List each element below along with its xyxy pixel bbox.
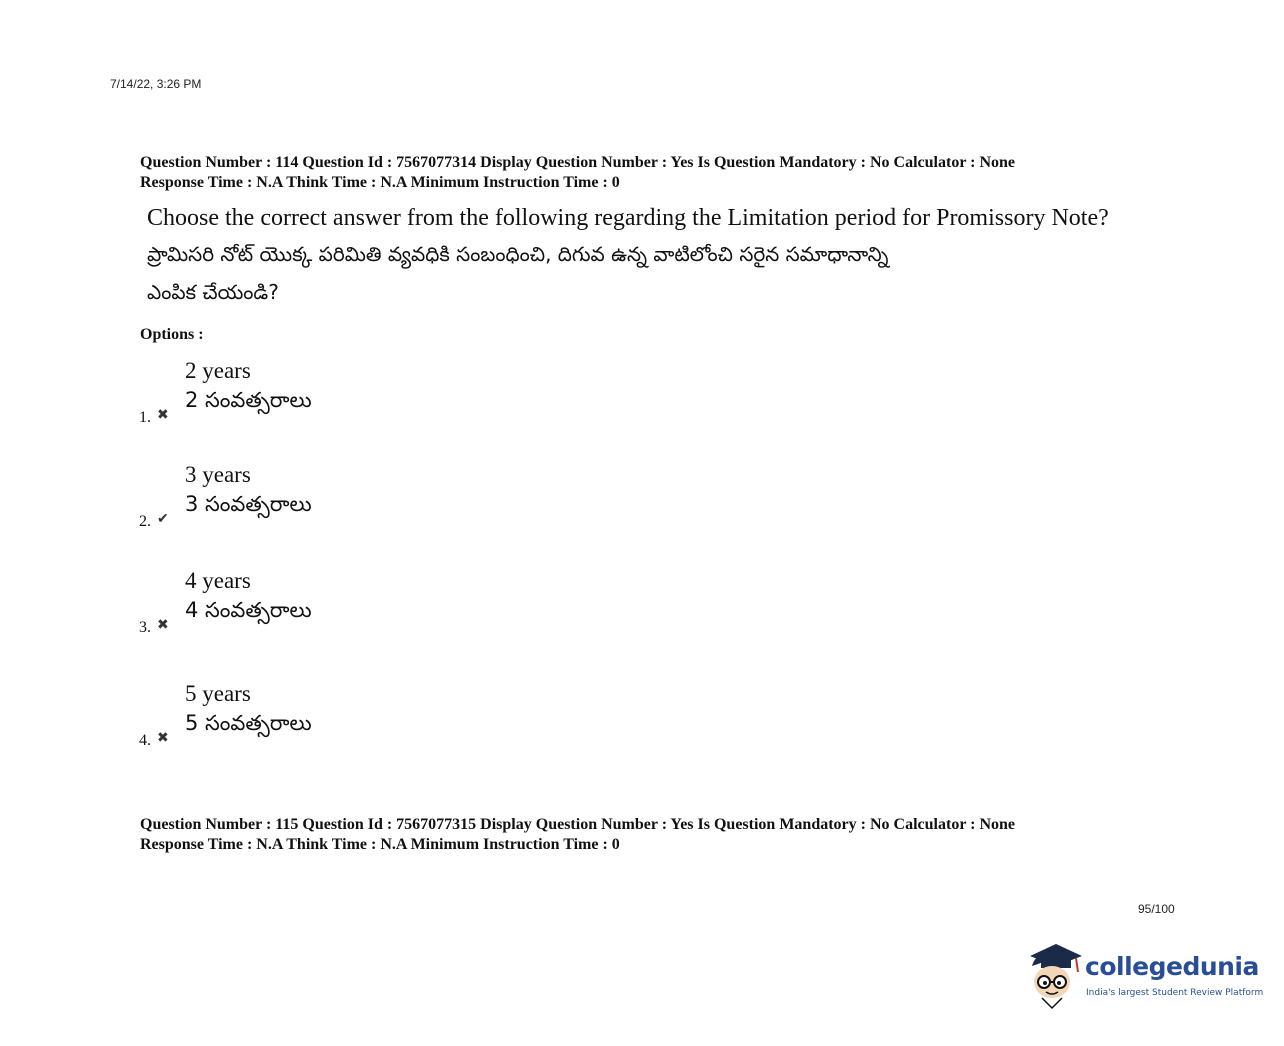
option-4-telugu: 5 సంవత్సరాలు — [185, 711, 312, 735]
question-text-english: Choose the correct answer from the following regarding the Limitation period for Promissory Note? — [147, 205, 1109, 231]
option-1-english: 2 years — [185, 358, 251, 383]
question-115-meta-line1: Question Number : 115 Question Id : 7567077315 Display Question Number : Yes Is Question Mandatory : No Calculator : None — [140, 816, 1016, 833]
question-text-telugu-line1: ప్రామిసరి నోట్ యొక్క పరిమితి వ్యవధికి సంబంధించి, దిగువ ఉన్న వాటిలోంచి సరైన సమాధానాన్ని — [147, 242, 889, 266]
option-2-number: 2. — [139, 513, 151, 530]
question-114-meta-line2: Response Time : N.A Think Time : N.A Minimum Instruction Time : 0 — [140, 174, 620, 191]
option-3-telugu: 4 సంవత్సరాలు — [185, 598, 312, 622]
question-114-text — [147, 201, 1147, 311]
option-4-english: 5 years — [185, 681, 251, 706]
brand-name: collegedunia — [1085, 952, 1259, 981]
check-icon: ✔ — [157, 512, 169, 527]
option-1-number: 1. — [139, 409, 151, 426]
options-label: Options : — [140, 326, 204, 343]
cross-icon: ✖ — [157, 731, 169, 746]
question-114-meta-line1: Question Number : 114 Question Id : 7567077314 Display Question Number : Yes Is Question Mandatory : No Calculator : None — [140, 154, 1016, 171]
question-115-meta — [140, 815, 1015, 855]
question-115-meta-line2: Response Time : N.A Think Time : N.A Minimum Instruction Time : 0 — [140, 836, 620, 853]
option-2 — [138, 461, 538, 551]
option-4 — [138, 680, 538, 770]
option-3-number: 3. — [139, 619, 151, 636]
cross-icon: ✖ — [157, 408, 169, 423]
collegedunia-logo[interactable] — [1024, 938, 1264, 1012]
option-2-english: 3 years — [185, 462, 251, 487]
page-number: 95/100 — [1138, 902, 1175, 916]
option-1-telugu: 2 సంవత్సరాలు — [185, 388, 312, 412]
option-4-number: 4. — [139, 732, 151, 749]
print-timestamp: 7/14/22, 3:26 PM — [110, 77, 202, 91]
question-text-telugu-line2: ఎంపిక చేయండి? — [147, 280, 279, 304]
cross-icon: ✖ — [157, 618, 169, 633]
option-2-telugu: 3 సంవత్సరాలు — [185, 492, 312, 516]
option-3-english: 4 years — [185, 568, 251, 593]
option-3 — [138, 567, 538, 657]
question-114-meta — [140, 153, 1015, 193]
brand-tagline: India's largest Student Review Platform — [1086, 988, 1264, 998]
option-1 — [138, 357, 538, 447]
mascot-icon — [1024, 938, 1084, 1010]
